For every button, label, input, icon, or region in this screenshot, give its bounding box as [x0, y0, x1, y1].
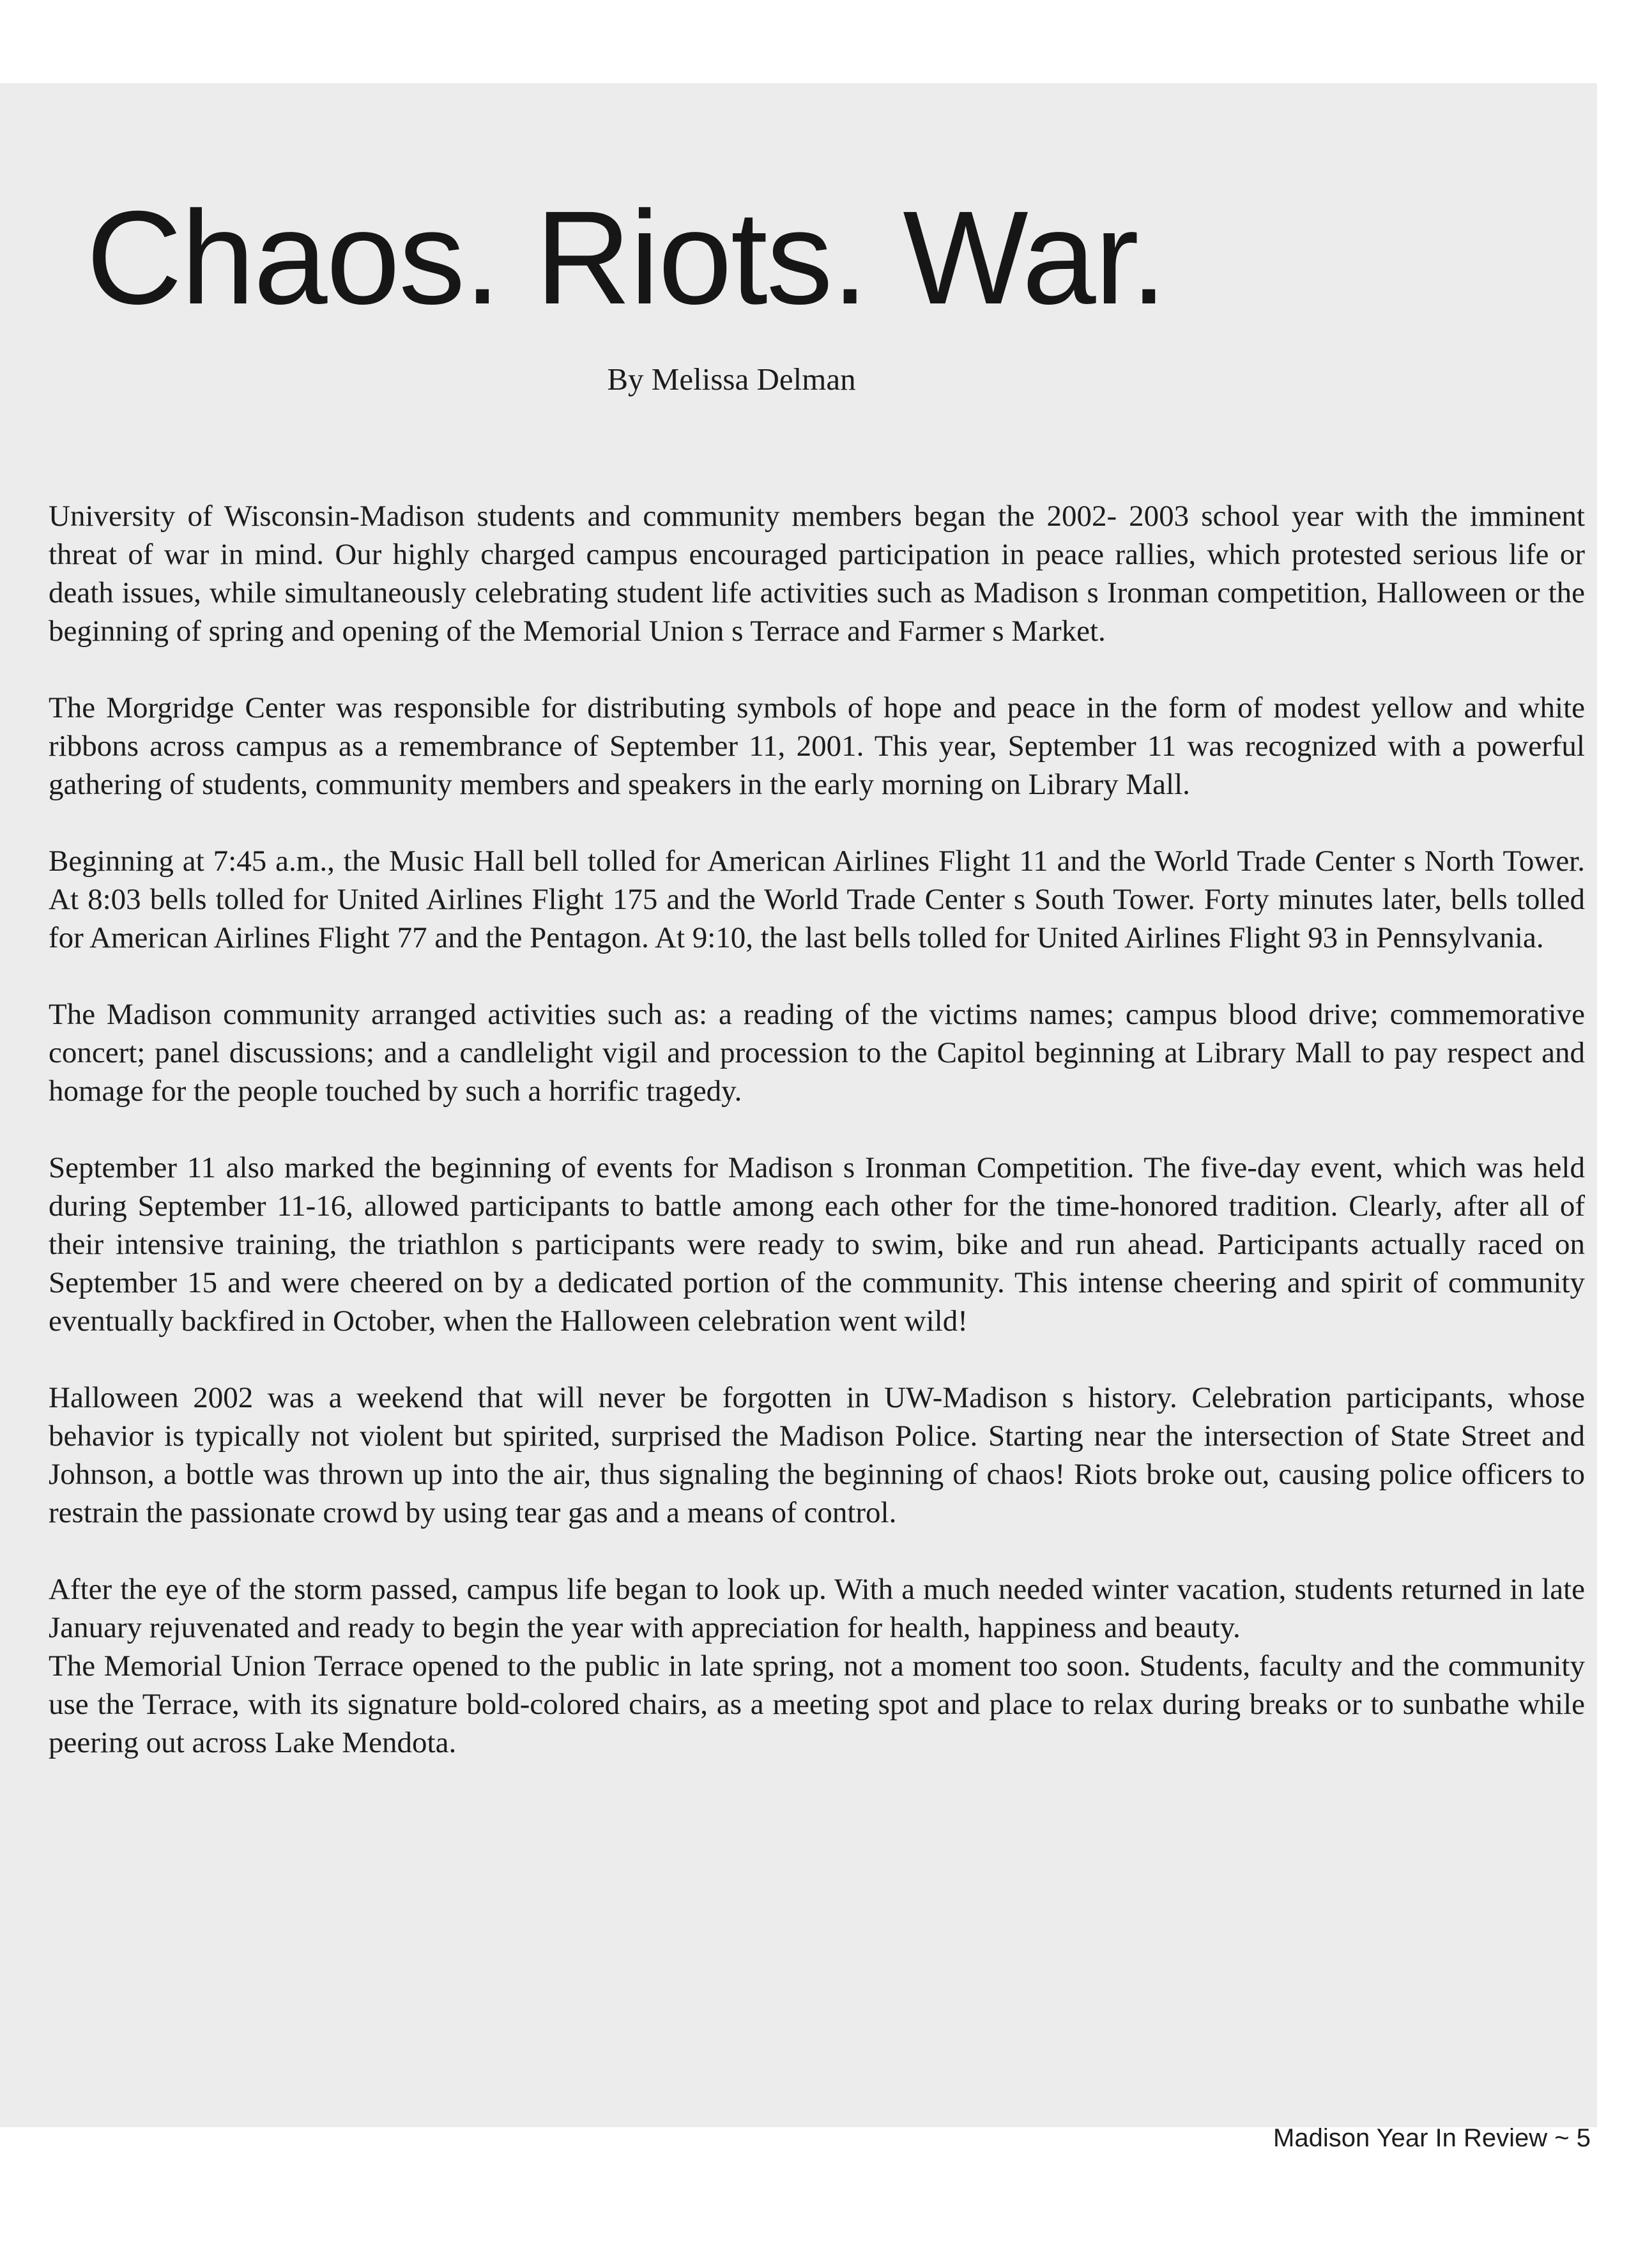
byline: By Melissa Delman: [607, 362, 856, 397]
page-top-margin: [0, 0, 1652, 83]
article-body: [49, 497, 1585, 1800]
article-paragraph-ironman: September 11 also marked the beginning of events for Madison s Ironman Competition. The five-day event, which was held during September 11-16, allowed participants to battle among each other for the time-honored tradition. Clearly, after all of their intensive training, the triathlon s participants were ready to swim, bike and run ahead. Participants actually raced on September 15 and were cheered on by a dedicated portion of the community. This intense cheering and spirit of community eventually backfired in October, when the Halloween celebration went wild!: [49, 1151, 1585, 1338]
article-paragraph-bells: Beginning at 7:45 a.m., the Music Hall bell tolled for American Airlines Flight 11 and the World Trade Center s North Tower. At 8:03 bells tolled for United Airlines Flight 175 and the World Trade Center s South Tower. Forty minutes later, bells tolled for American Airlines Flight 77 and the Pentagon. At 9:10, the last bells tolled for United Airlines Flight 93 in Pennsylvania.: [49, 844, 1585, 954]
article-paragraph-ribbons: The Morgridge Center was responsible for distributing symbols of hope and peace in the form of modest yellow and white ribbons across campus as a remembrance of September 11, 2001. This year, September 11 was recognized with a powerful gathering of students, community members and speakers in the early morning on Library Mall.: [49, 691, 1585, 801]
article-paragraph-halloween: Halloween 2002 was a weekend that will never be forgotten in UW-Madison s history. Celebration participants, whose behavior is typically not violent but spirited, surprised the Madison Police. Starting near the intersection of State Street and Johnson, a bottle was thrown up into the air, thus signaling the beginning of chaos! Riots broke out, causing police officers to restrain the passionate crowd by using tear gas and a means of control.: [49, 1381, 1585, 1529]
article-paragraph-spring: After the eye of the storm passed, campus life began to look up. With a much needed winter vacation, students returned in late January rejuvenated and ready to begin the year with appreciation for health, happiness and beauty.: [49, 1573, 1585, 1644]
page-folio: Madison Year In Review ~ 5: [1273, 2124, 1591, 2152]
article-paragraph-terrace: The Memorial Union Terrace opened to the public in late spring, not a moment too soon. Students, faculty and the community use the Terrace, with its signature bold-colored chairs, as a meeting spot and place to relax during breaks or to sunbathe while peering out across Lake Mendota.: [49, 1649, 1585, 1759]
headline: Chaos. Riots. War.: [86, 184, 1166, 332]
article-paragraph-intro: University of Wisconsin-Madison students and community members began the 2002- 2003 school year with the imminent threat of war in mind. Our highly charged campus encouraged participation in peace rallies, which protested serious life or death issues, while simultaneously celebrating student life activities such as Madison s Ironman competition, Halloween or the beginning of spring and opening of the Memorial Union s Terrace and Farmer s Market.: [49, 500, 1585, 648]
article-paragraph-community: The Madison community arranged activities such as: a reading of the victims names; campus blood drive; commemorative concert; panel discussions; and a candlelight vigil and procession to the Capitol beginning at Library Mall to pay respect and homage for the people touched by such a horrific tragedy.: [49, 998, 1585, 1108]
